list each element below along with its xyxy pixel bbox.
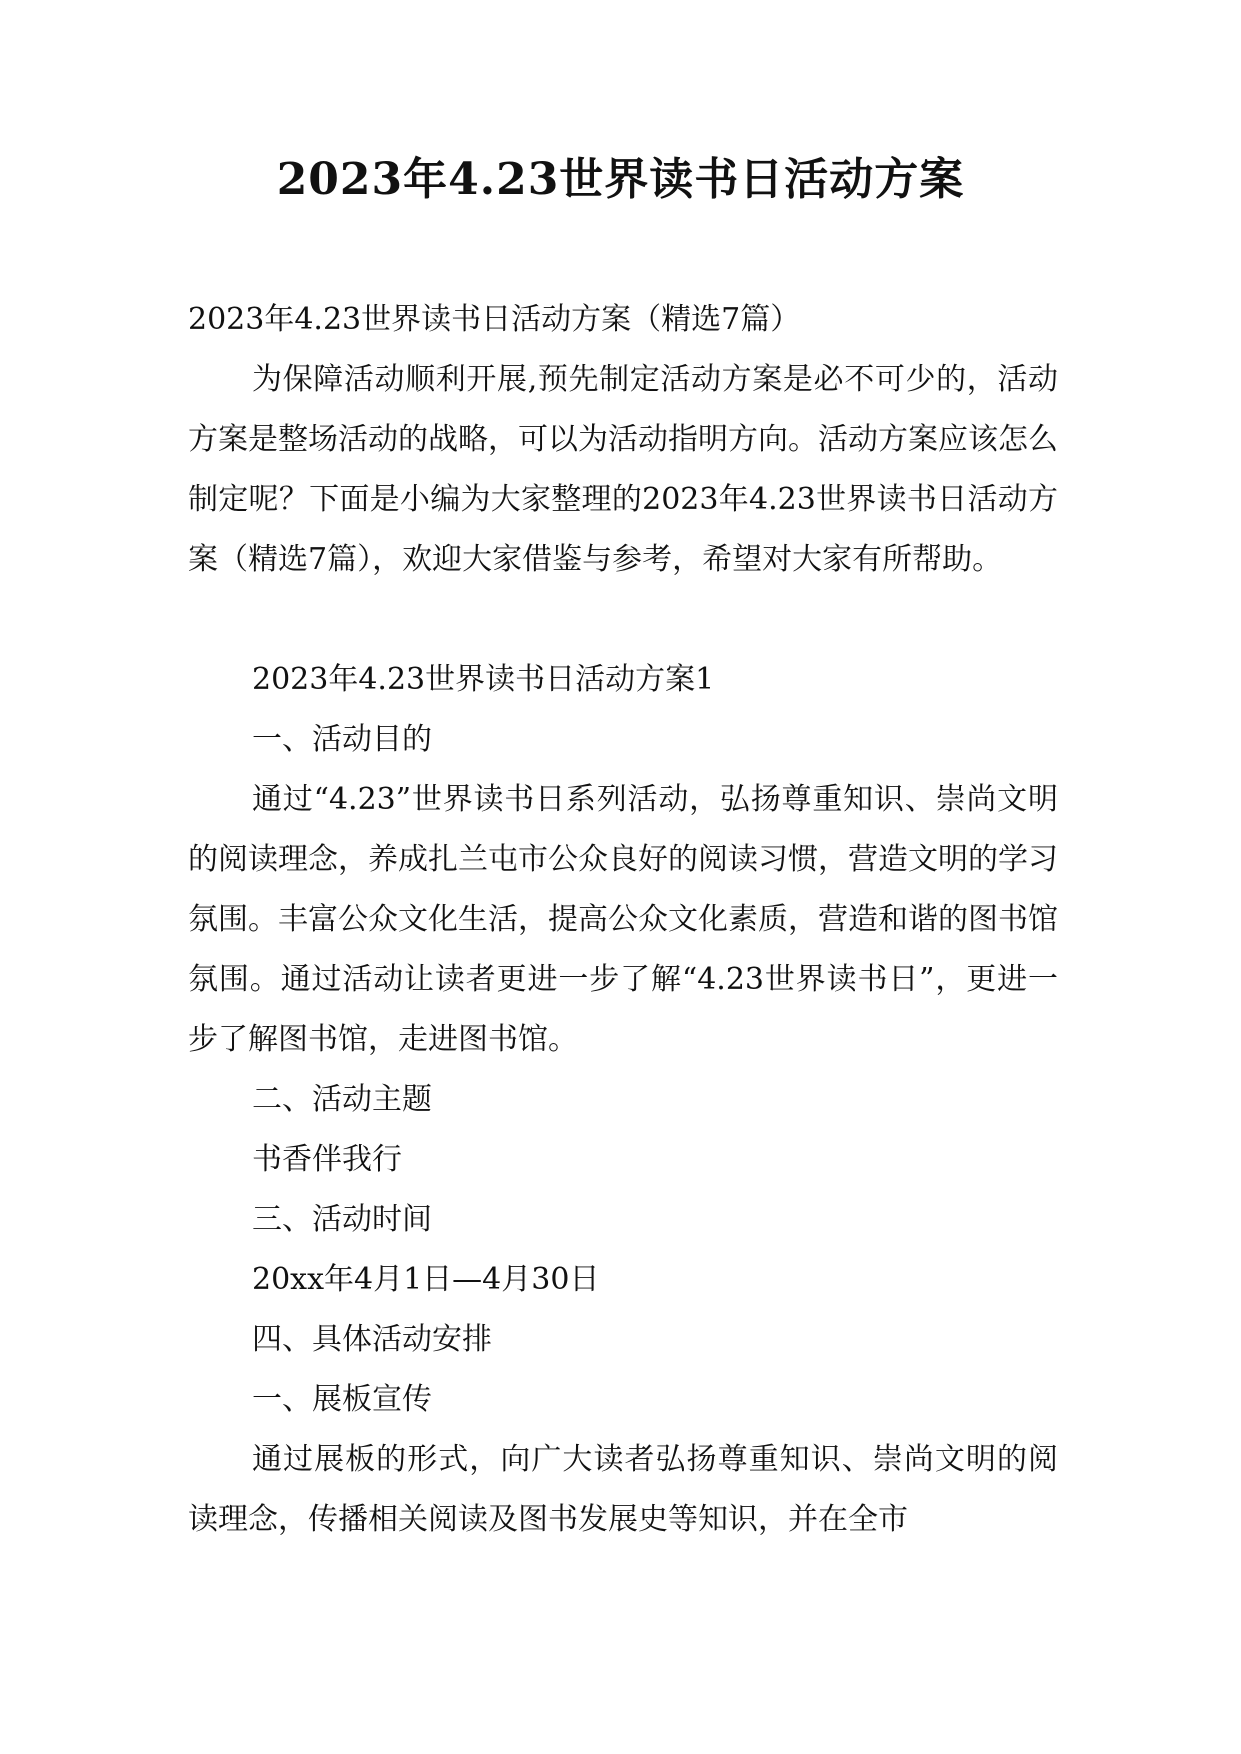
theme-text: 书香伴我行: [252, 1142, 402, 1177]
section-heading: 2023年4.23世界读书日活动方案1: [252, 662, 715, 697]
display-paragraph: 通过展板的形式，向广大读者弘扬尊重知识、崇尚文明的阅读理念，传播相关阅读及图书发展史等知识，并在全市: [188, 1442, 1058, 1537]
document-body: [188, 290, 1058, 1550]
intro-paragraph: 为保障活动顺利开展,预先制定活动方案是必不可少的，活动方案是整场活动的战略，可以为活动指明方向。活动方案应该怎么制定呢？下面是小编为大家整理的2023年4.23世界读书日活动方案（精选7篇），欢迎大家借鉴与参考，希望对大家有所帮助。: [188, 362, 1058, 577]
document-title: 2023年4.23世界读书日活动方案: [276, 154, 965, 205]
document-subtitle: 2023年4.23世界读书日活动方案（精选7篇）: [188, 302, 801, 337]
time-heading: 三、活动时间: [252, 1202, 432, 1237]
arrangement-heading: 四、具体活动安排: [252, 1322, 492, 1357]
paragraph-spacer: [188, 590, 1058, 650]
purpose-heading: 一、活动目的: [252, 722, 432, 757]
display-heading: 一、展板宣传: [252, 1382, 432, 1417]
purpose-paragraph: 通过“4.23”世界读书日系列活动，弘扬尊重知识、崇尚文明的阅读理念，养成扎兰屯市公众良好的阅读习惯，营造文明的学习氛围。丰富公众文化生活，提高公众文化素质，营造和谐的图书馆氛围。通过活动让读者更进一步了解“4.23世界读书日”，更进一步了解图书馆，走进图书馆。: [188, 782, 1058, 1057]
theme-heading: 二、活动主题: [252, 1082, 432, 1117]
time-text: 20xx年4月1日—4月30日: [252, 1262, 600, 1297]
